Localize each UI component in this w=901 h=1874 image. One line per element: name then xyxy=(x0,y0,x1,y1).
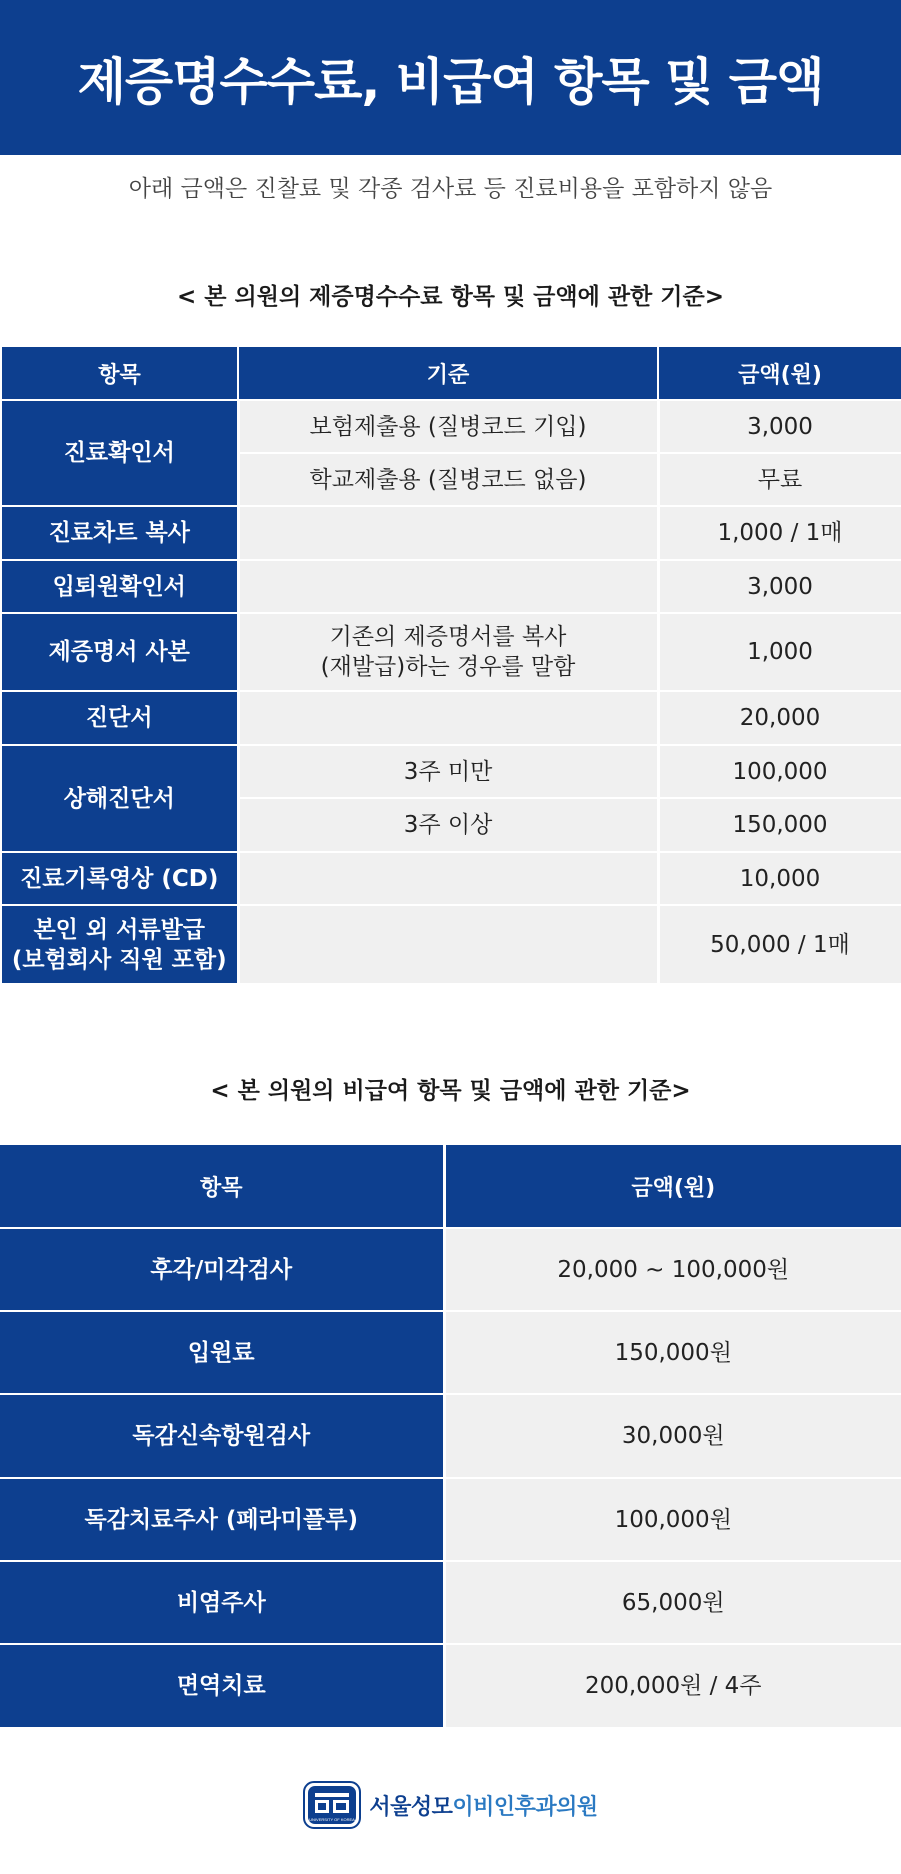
row-item-label: 비염주사 xyxy=(0,1561,444,1644)
row-criteria xyxy=(238,905,658,984)
page-title: 제증명수수료, 비급여 항목 및 금액 xyxy=(77,52,824,111)
row-amount: 3,000 xyxy=(658,400,901,453)
row-item-label: 제증명서 사본 xyxy=(1,613,238,691)
row-criteria xyxy=(238,613,658,691)
row-item-label: 입원료 xyxy=(0,1311,444,1394)
row-item-label-line: (보험회사 직원 포함) xyxy=(11,946,227,973)
table-row xyxy=(1,613,901,691)
row-criteria xyxy=(238,506,658,560)
table-row xyxy=(1,745,901,798)
table-row xyxy=(0,1644,901,1728)
clinic-name-part1: 서울성모 xyxy=(369,1794,453,1820)
column-header-amount: 금액(원) xyxy=(658,346,901,400)
row-criteria xyxy=(238,560,658,613)
row-amount: 1,000 xyxy=(658,613,901,691)
table-row xyxy=(1,852,901,905)
row-item-label: 진단서 xyxy=(1,691,238,745)
row-criteria: 3주 이상 xyxy=(238,798,658,852)
row-criteria xyxy=(238,691,658,745)
table-header-row xyxy=(1,346,901,400)
row-criteria xyxy=(238,852,658,905)
logo-emblem-text: UNIVERSITY OF KOREA xyxy=(309,1817,356,1822)
row-amount: 20,000 ~ 100,000원 xyxy=(444,1228,901,1311)
clinic-name xyxy=(369,1790,597,1821)
column-header-criteria: 기준 xyxy=(238,346,658,400)
clinic-logo xyxy=(0,1775,901,1835)
table-header-row xyxy=(0,1144,901,1228)
row-amount: 10,000 xyxy=(658,852,901,905)
table-row xyxy=(1,560,901,613)
row-criteria: 학교제출용 (질병코드 없음) xyxy=(238,453,658,506)
row-item-label: 독감신속항원검사 xyxy=(0,1394,444,1478)
column-header-item: 항목 xyxy=(0,1144,444,1228)
row-amount: 100,000원 xyxy=(444,1478,901,1561)
row-amount: 1,000 / 1매 xyxy=(658,506,901,560)
row-item-label: 진료확인서 xyxy=(1,400,238,506)
table-row xyxy=(1,506,901,560)
row-item-label: 진료기록영상 (CD) xyxy=(1,852,238,905)
row-amount: 150,000원 xyxy=(444,1311,901,1394)
row-amount: 20,000 xyxy=(658,691,901,745)
row-amount: 30,000원 xyxy=(444,1394,901,1478)
column-header-item: 항목 xyxy=(1,346,238,400)
row-criteria: 보험제출용 (질병코드 기입) xyxy=(238,400,658,453)
row-criteria-line: (재발급)하는 경우를 말함 xyxy=(320,654,576,680)
row-criteria: 3주 미만 xyxy=(238,745,658,798)
fee-section-title: < 본 의원의 제증명수수료 항목 및 금액에 관한 기준> xyxy=(177,284,724,310)
row-amount: 65,000원 xyxy=(444,1561,901,1644)
disclaimer-text: 아래 금액은 진찰료 및 각종 검사료 등 진료비용을 포함하지 않음 xyxy=(128,176,773,202)
row-amount: 150,000 xyxy=(658,798,901,852)
table-row xyxy=(0,1478,901,1561)
page-banner xyxy=(0,0,901,155)
table-row xyxy=(1,400,901,453)
table-row xyxy=(0,1228,901,1311)
row-item-label: 면역치료 xyxy=(0,1644,444,1728)
row-amount: 100,000 xyxy=(658,745,901,798)
table-row xyxy=(0,1561,901,1644)
row-item-label-line: 본인 외 서류발급 xyxy=(33,916,206,943)
row-item-label: 입퇴원확인서 xyxy=(1,560,238,613)
row-item-label: 상해진단서 xyxy=(1,745,238,852)
row-item-label xyxy=(1,905,238,984)
fee-table xyxy=(0,345,901,985)
table-row xyxy=(1,905,901,984)
clinic-name-part2: 이비인후과의원 xyxy=(452,1794,598,1820)
table-row xyxy=(0,1311,901,1394)
row-item-label: 후각/미각검사 xyxy=(0,1228,444,1311)
row-criteria-line: 기존의 제증명서를 복사 xyxy=(329,624,567,650)
table-row xyxy=(1,691,901,745)
row-item-label: 독감치료주사 (페라미플루) xyxy=(0,1478,444,1561)
column-header-amount: 금액(원) xyxy=(444,1144,901,1228)
row-item-label: 진료차트 복사 xyxy=(1,506,238,560)
row-amount: 3,000 xyxy=(658,560,901,613)
row-amount: 무료 xyxy=(658,453,901,506)
nonbenefit-table xyxy=(0,1143,901,1729)
row-amount: 200,000원 / 4주 xyxy=(444,1644,901,1728)
row-amount: 50,000 / 1매 xyxy=(658,905,901,984)
nonbenefit-section-title: < 본 의원의 비급여 항목 및 금액에 관한 기준> xyxy=(210,1078,691,1104)
logo-emblem-icon xyxy=(303,1781,361,1829)
table-row xyxy=(0,1394,901,1478)
